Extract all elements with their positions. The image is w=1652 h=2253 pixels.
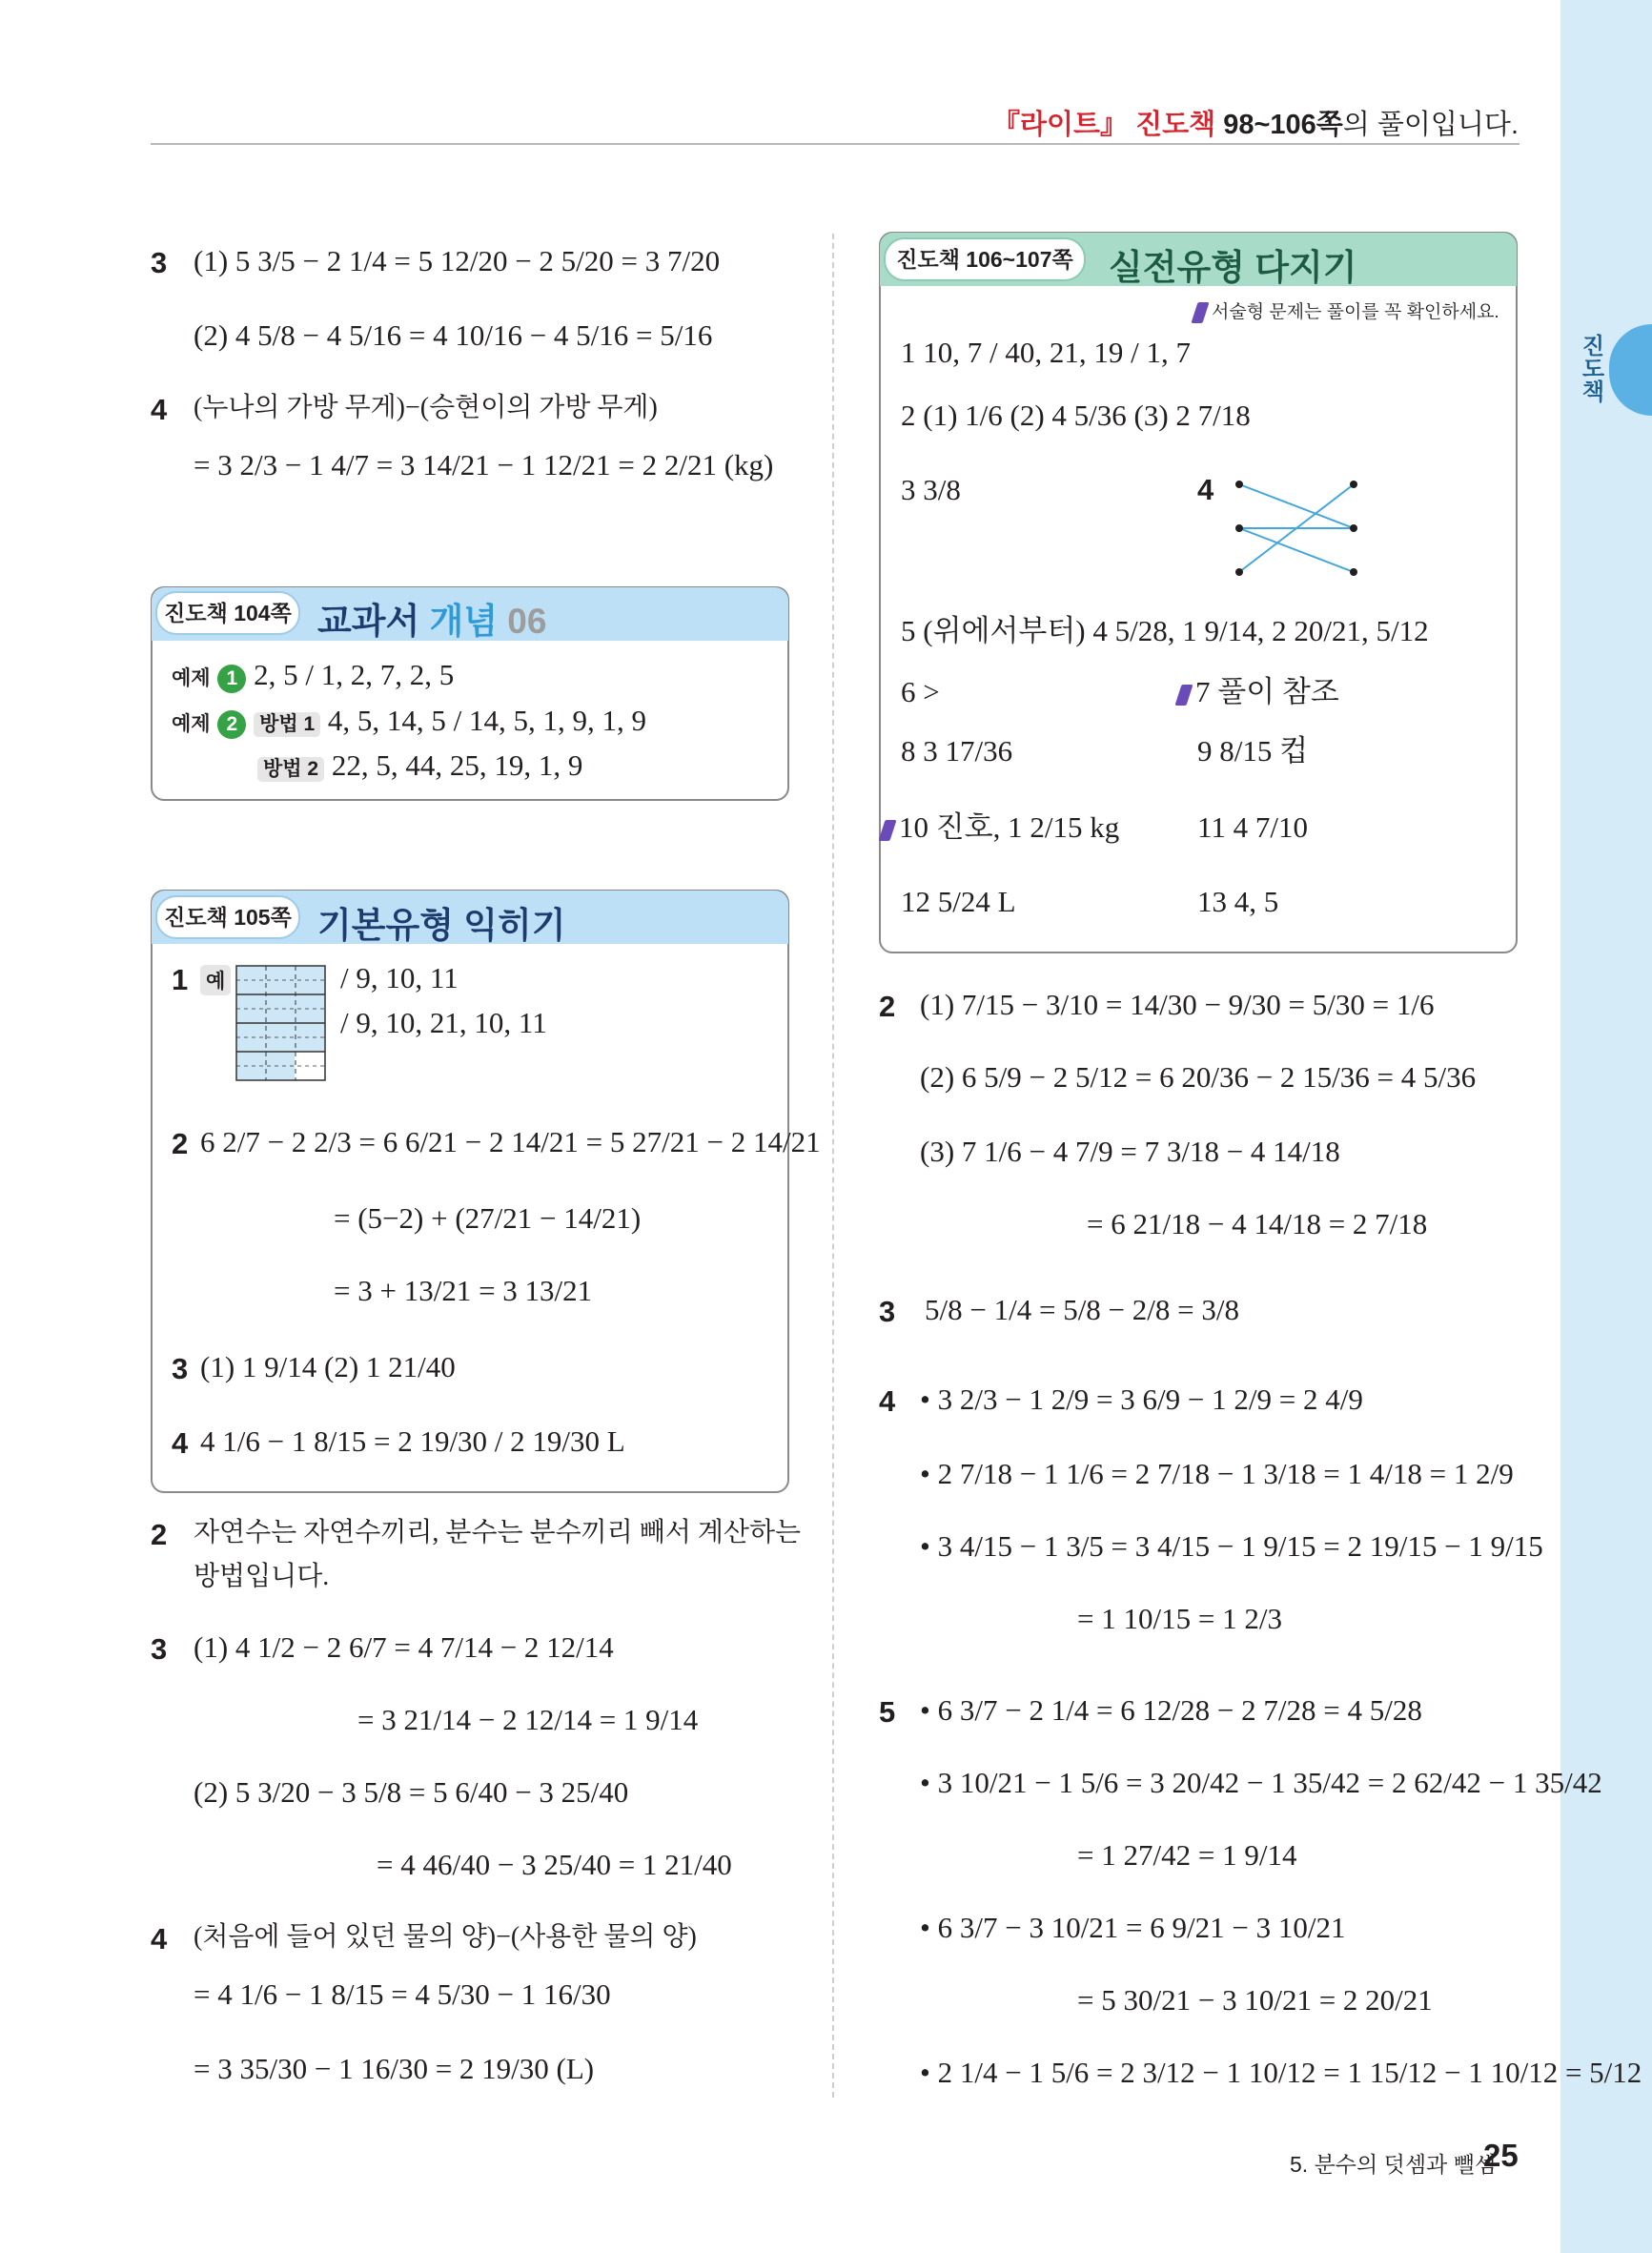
basic-q1-number: 1 [172,963,189,996]
practice-a7-row: 7 풀이 참조 [1178,675,1339,709]
lb-q4-calc2: = 3 35/30 − 1 16/30 = 2 19/30 (L) [194,2052,595,2085]
example1-row [172,658,454,693]
rb-q5-4: • 2 1/4 − 1 5/6 = 2 3/12 − 1 10/12 = 1 15/12 − 1 10/12 = 5/12 [920,2056,1642,2089]
basic-q1-badge: 예 [200,965,231,995]
practice-a12: 12 5/24 L [901,885,1016,918]
lb-q2-line2: 방법입니다. [194,1562,330,1591]
pencil-icon [878,820,896,841]
pencil-icon [1191,302,1209,323]
lb-q3-2a: (2) 5 3/20 − 3 5/8 = 5 6/40 − 3 25/40 [194,1775,629,1809]
lb-q3-1b: = 3 21/14 − 2 12/14 = 1 9/14 [357,1703,699,1736]
q4-number: 4 [151,393,168,426]
basic-q4-text: 4 1/6 − 1 8/15 = 2 19/30 / 2 19/30 L [200,1424,625,1458]
practice-a2: 2 (1) 1/6 (2) 4 5/36 (3) 2 7/18 [901,399,1251,432]
q3-number: 3 [151,246,168,279]
rb-q5-2b: = 1 27/42 = 1 9/14 [1077,1838,1297,1872]
basic-q3-number: 3 [172,1352,189,1385]
concept-title [317,592,546,644]
method2-row [257,748,582,783]
practice-title: 실전유형 다지기 [1109,248,1357,287]
basic-pill: 진도책 105쪽 [155,895,300,939]
example1-circle: 1 [217,665,246,693]
practice-a3: 3 3/8 [901,473,961,506]
concept-title-c: 06 [498,602,547,641]
practice-a8: 8 3 17/36 [901,734,1013,768]
rb-q4-number: 4 [879,1384,896,1418]
method1-badge: 방법 1 [254,712,320,737]
method1-text: 4, 5, 14, 5 / 14, 5, 1, 9, 1, 9 [327,704,647,737]
rb-q5-1: • 6 3/7 − 2 1/4 = 6 12/28 − 2 7/28 = 4 5/28 [920,1693,1422,1727]
basic-q2-line3: = 3 + 13/21 = 3 13/21 [334,1274,593,1307]
practice-a9: 9 8/15 컵 [1197,734,1309,768]
footer-page-number: 25 [1483,2138,1519,2173]
practice-a6: 6 > [901,675,940,708]
rb-q4-3b: = 1 10/15 = 1 2/3 [1077,1602,1282,1635]
header-title: 진도책 [1135,110,1216,140]
header-range: 98~106쪽 [1223,110,1343,140]
pencil-icon [1174,685,1193,706]
basic-q2-line2: = (5−2) + (27/21 − 14/21) [334,1201,642,1235]
lb-q3-2b: = 4 46/40 − 3 25/40 = 1 21/40 [377,1848,732,1881]
q4-text: (누나의 가방 무게)−(승현이의 가방 무게) [194,393,658,422]
lb-q4-number: 4 [151,1922,168,1956]
example2-label: 예제 [172,713,211,735]
rb-q5-3a: • 6 3/7 − 3 10/21 = 6 9/21 − 3 10/21 [920,1911,1346,1944]
basic-title: 기본유형 익히기 [317,906,566,945]
grid-model [235,965,326,1081]
header-rule [151,143,1519,145]
example1-label: 예제 [172,667,211,689]
concept-title-a: 교과서 [317,602,430,641]
q3-part2: (2) 4 5/8 − 4 5/16 = 4 10/16 − 4 5/16 = 5/16 [194,318,713,352]
basic-q1-line2: / 9, 10, 21, 10, 11 [340,1006,547,1039]
side-label: 진도책 [1578,334,1603,402]
rb-q5-3b: = 5 30/21 − 3 10/21 = 2 20/21 [1077,1983,1433,2017]
q3-part1: (1) 5 3/5 − 2 1/4 = 5 12/20 − 2 5/20 = 3 7/20 [194,244,721,277]
concept-pill: 진도책 104쪽 [155,591,300,635]
basic-q1-line1: / 9, 10, 11 [340,961,459,994]
lb-q4-calc1: = 4 1/6 − 1 8/15 = 4 5/30 − 1 16/30 [194,1977,611,2011]
rb-q5-2a: • 3 10/21 − 1 5/6 = 3 20/42 − 1 35/42 = 2 62/42 − 1 35/42 [920,1766,1602,1799]
basic-q2-line1: 6 2/7 − 2 2/3 = 6 6/21 − 2 14/21 = 5 27/21 − 2 14/21 [200,1125,821,1158]
lb-q3-1a: (1) 4 1/2 − 2 6/7 = 4 7/14 − 2 12/14 [194,1630,614,1664]
basic-q3-text: (1) 1 9/14 (2) 1 21/40 [200,1350,456,1383]
page-header [992,103,1519,142]
q4-calc: = 3 2/3 − 1 4/7 = 3 14/21 − 1 12/21 = 2 2/21 (kg) [194,448,774,481]
example2-circle: 2 [217,710,246,739]
lb-q4-text: (처음에 들어 있던 물의 양)−(사용한 물의 양) [194,1922,697,1952]
header-book: 『라이트』 [991,110,1129,140]
column-divider [832,234,834,2098]
practice-a5: 5 (위에서부터) 4 5/28, 1 9/14, 2 20/21, 5/12 [901,614,1429,647]
practice-a10-row: 10 진호, 1 2/15 kg [882,810,1119,845]
concept-title-b: 개념 [429,602,498,641]
practice-note: 서술형 문제는 풀이를 꼭 확인하세요. [1194,297,1499,323]
rb-q2-1: (1) 7/15 − 3/10 = 14/30 − 9/30 = 5/30 = 1/6 [920,988,1435,1021]
header-suffix: 의 풀이입니다. [1342,110,1519,140]
lb-q2-number: 2 [151,1518,168,1551]
lb-q3-number: 3 [151,1632,168,1666]
rb-q2-2: (2) 6 5/9 − 2 5/12 = 6 20/36 − 2 15/36 = 4 5/36 [920,1060,1477,1094]
rb-q2-3a: (3) 7 1/6 − 4 7/9 = 7 3/18 − 4 14/18 [920,1135,1340,1168]
basic-q2-number: 2 [172,1127,189,1160]
practice-a13: 13 4, 5 [1197,885,1279,918]
rb-q4-1: • 3 2/3 − 1 2/9 = 3 6/9 − 1 2/9 = 2 4/9 [920,1383,1363,1416]
practice-pill: 진도책 106~107쪽 [884,237,1086,281]
rb-q2-number: 2 [879,990,896,1023]
practice-a11: 11 4 7/10 [1197,810,1308,844]
rb-q3-number: 3 [879,1295,896,1328]
rb-q2-3b: = 6 21/18 − 4 14/18 = 2 7/18 [1087,1207,1428,1240]
method2-text: 22, 5, 44, 25, 19, 1, 9 [331,748,583,782]
method2-badge: 방법 2 [257,757,324,782]
rb-q5-number: 5 [879,1695,896,1729]
matching-diagram [1230,475,1363,580]
example1-text: 2, 5 / 1, 2, 7, 2, 5 [254,658,455,691]
rb-q4-2: • 2 7/18 − 1 1/6 = 2 7/18 − 1 3/18 = 1 4/18 = 1 2/9 [920,1457,1514,1490]
example2-row [172,704,646,739]
lb-q2-line1: 자연수는 자연수끼리, 분수는 분수끼리 빼서 계산하는 [194,1518,802,1547]
rb-q4-3a: • 3 4/15 − 1 3/5 = 3 4/15 − 1 9/15 = 2 19/15 − 1 9/15 [920,1529,1543,1563]
footer-chapter: 5. 분수의 덧셈과 뺄셈 [1290,2152,1497,2177]
practice-a1: 1 10, 7 / 40, 21, 19 / 1, 7 [901,336,1191,369]
practice-a4: 4 [1197,473,1214,506]
rb-q3-text: 5/8 − 1/4 = 5/8 − 2/8 = 3/8 [925,1293,1239,1326]
basic-q4-number: 4 [172,1426,189,1460]
